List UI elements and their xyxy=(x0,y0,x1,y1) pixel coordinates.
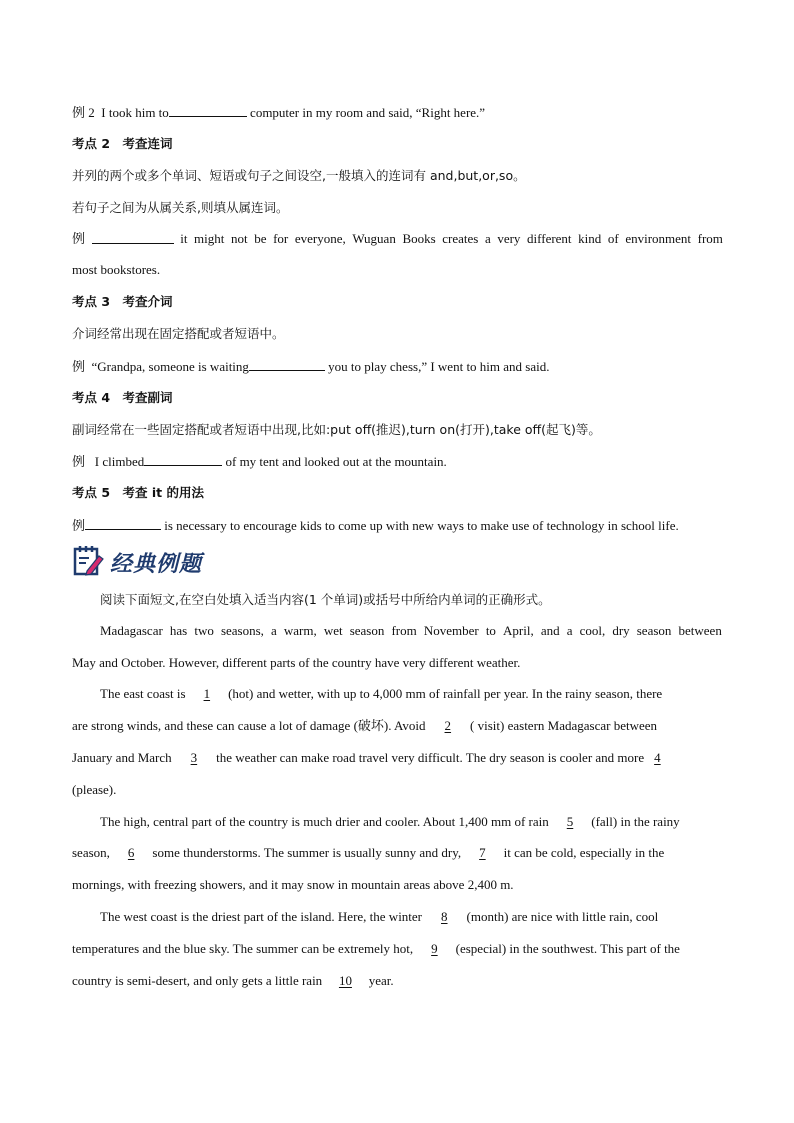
passage-line: May and October. However, different parts of the country have very different weather. xyxy=(72,655,521,670)
passage-line xyxy=(72,845,664,861)
example-label: 例 2 xyxy=(72,105,95,120)
word: from xyxy=(697,231,723,246)
numbered-blank[interactable]: 3 xyxy=(190,750,198,765)
section-heading-kp3: 考点 3 考查介词 xyxy=(72,294,173,309)
word: to xyxy=(485,623,496,638)
word: for xyxy=(273,231,289,246)
kp3-description: 介词经常出现在固定搭配或者短语中。 xyxy=(72,326,285,341)
passage-line xyxy=(100,814,680,830)
word: wet xyxy=(323,623,343,638)
word: different xyxy=(527,231,572,246)
section-heading-kp2: 考点 2 考查连词 xyxy=(72,136,173,151)
word: November xyxy=(423,623,479,638)
answer-blank[interactable] xyxy=(249,358,325,371)
word: a xyxy=(271,623,277,638)
word: kind xyxy=(578,231,602,246)
numbered-blank[interactable]: 1 xyxy=(203,686,211,701)
passage-line xyxy=(72,718,657,734)
passage-line xyxy=(100,686,662,702)
word: season xyxy=(349,623,385,638)
passage-text: The east coast is xyxy=(100,686,186,701)
word: from xyxy=(391,623,417,638)
passage-text: year. xyxy=(368,973,394,988)
example-text: I took him to xyxy=(101,105,169,120)
word: everyone, xyxy=(294,231,346,246)
word: dry xyxy=(612,623,630,638)
numbered-blank[interactable]: 5 xyxy=(566,814,574,829)
example-text: you to play chess,” I went to him and said. xyxy=(328,359,550,374)
example-text: computer in my room and said, “Right here.” xyxy=(250,105,486,120)
passage-text: ( visit) eastern Madagascar between xyxy=(470,718,658,733)
numbered-blank[interactable]: 2 xyxy=(444,718,452,733)
word: not xyxy=(230,231,248,246)
word: and xyxy=(540,623,560,638)
answer-blank[interactable] xyxy=(169,104,247,117)
passage-text: country is semi-desert, and only gets a little rain xyxy=(72,973,323,988)
word: cool, xyxy=(579,623,606,638)
word: a xyxy=(484,231,491,246)
passage-text: some thunderstorms. The summer is usually sunny and dry, xyxy=(152,845,462,860)
kp5-example-line xyxy=(72,517,679,534)
section-heading-kp5: 考点 5 考查 it 的用法 xyxy=(72,485,205,500)
passage-text: The high, central part of the country is much drier and cooler. About 1,400 mm of rain xyxy=(100,814,549,829)
word: between xyxy=(678,623,722,638)
numbered-blank[interactable]: 8 xyxy=(441,909,448,924)
passage-line xyxy=(72,973,394,989)
kp2-description: 若句子之间为从属关系,则填从属连词。 xyxy=(72,200,289,215)
word: warm, xyxy=(283,623,317,638)
numbered-blank[interactable]: 6 xyxy=(127,845,135,860)
passage-text: the weather can make road travel very difficult. The dry season is cooler and more xyxy=(216,750,645,765)
example-label: 例 xyxy=(72,518,86,533)
answer-blank[interactable] xyxy=(92,231,174,244)
answer-blank[interactable] xyxy=(85,517,161,530)
passage-text: temperatures and the blue sky. The summer can be extremely hot, xyxy=(72,941,414,956)
kp3-example-line xyxy=(72,358,550,375)
word: season xyxy=(636,623,672,638)
word: very xyxy=(497,231,521,246)
banner-title: 经典例题 xyxy=(110,551,203,577)
word: Madagascar xyxy=(100,623,163,638)
kp4-example-line xyxy=(72,453,447,470)
numbered-blank[interactable]: 9 xyxy=(431,941,438,956)
passage-text: it can be cold, especially in the xyxy=(503,845,665,860)
notepad-pencil-icon xyxy=(72,544,104,581)
word: has xyxy=(169,623,188,638)
section-heading-kp4: 考点 4 考查副词 xyxy=(72,390,173,405)
instruction-text: 阅读下面短文,在空白处填入适当内容(1 个单词)或括号中所给内单词的正确形式。 xyxy=(100,592,551,607)
kp2-description: 并列的两个或多个单词、短语或句子之间设空,一般填入的连词有 and,but,or,so。 xyxy=(72,168,526,183)
example-label: 例 xyxy=(72,231,86,246)
example-label: 例 xyxy=(72,454,86,469)
word: Books xyxy=(402,231,436,246)
word: be xyxy=(254,231,267,246)
example-text: is necessary to encourage kids to come up with new ways to make use of technology in school life. xyxy=(164,518,679,533)
kp2-example-line xyxy=(72,231,723,247)
word: Wuguan xyxy=(352,231,396,246)
word: a xyxy=(566,623,573,638)
example-label: 例 xyxy=(72,359,86,374)
passage-text: (hot) and wetter, with up to 4,000 mm of rainfall per year. In the rainy season, there xyxy=(228,686,663,701)
example-text: “Grandpa, someone is waiting xyxy=(91,359,249,374)
kp2-example-continuation: most bookstores. xyxy=(72,262,161,277)
classic-examples-banner xyxy=(72,545,202,579)
passage-line xyxy=(100,909,658,925)
example-text: of my tent and looked out at the mountain. xyxy=(225,454,447,469)
word: seasons, xyxy=(220,623,264,638)
passage-text: are strong winds, and these can cause a lot of damage (破坏). Avoid xyxy=(72,718,426,733)
numbered-blank[interactable]: 7 xyxy=(479,845,486,860)
word: two xyxy=(194,623,214,638)
answer-blank[interactable] xyxy=(144,453,222,466)
passage-line: (please). xyxy=(72,782,117,797)
example-text: I climbed xyxy=(94,454,145,469)
numbered-blank[interactable]: 4 xyxy=(654,750,661,765)
passage-text: (fall) in the rainy xyxy=(591,814,680,829)
passage-text: (month) are nice with little rain, cool xyxy=(466,909,659,924)
word: might xyxy=(194,231,225,246)
passage-line xyxy=(72,941,680,957)
passage-text: (especial) in the southwest. This part of the xyxy=(455,941,680,956)
passage-line xyxy=(100,623,722,639)
numbered-blank[interactable]: 10 xyxy=(338,973,352,988)
word: April, xyxy=(503,623,534,638)
word: creates xyxy=(442,231,479,246)
passage-text: The west coast is the driest part of the island. Here, the winter xyxy=(100,909,423,924)
word: it xyxy=(180,231,188,246)
passage-text: January and March xyxy=(72,750,172,765)
passage-line xyxy=(72,750,667,766)
passage-line: mornings, with freezing showers, and it may snow in mountain areas above 2,400 m. xyxy=(72,877,514,892)
word: of xyxy=(607,231,619,246)
example-2-line xyxy=(72,104,485,121)
kp4-description: 副词经常在一些固定搭配或者短语中出现,比如:put off(推迟),turn on(打开),take off(起飞)等。 xyxy=(72,422,601,437)
word: environment xyxy=(625,231,692,246)
passage-text: season, xyxy=(72,845,110,860)
